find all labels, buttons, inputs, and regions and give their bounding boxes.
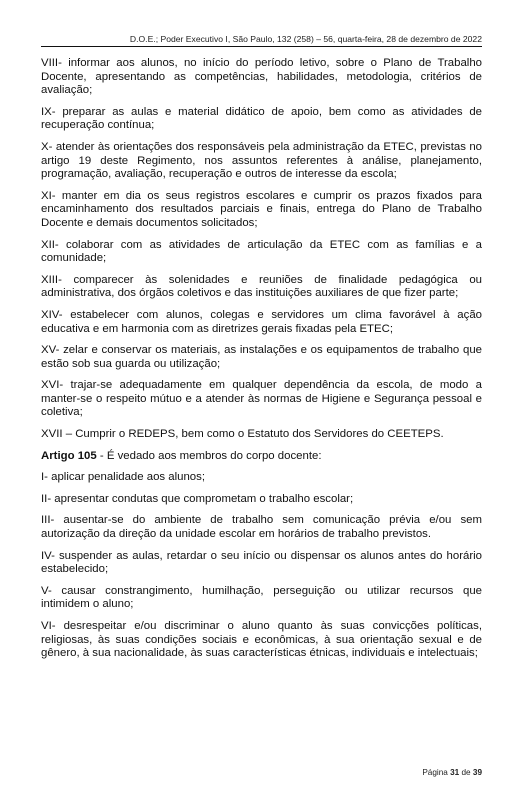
list-item: IX- preparar as aulas e material didático de apoio, bem como as atividades de recuperação contínua; <box>41 105 482 132</box>
page-total: 39 <box>472 768 482 777</box>
list-item: X- atender às orientações dos responsáveis pela administração da ETEC, previstas no artigo 19 deste Regimento, nos assuntos referentes à análise, planejamento, programação, avaliação, recuperação e outros de interesse da escola; <box>41 140 482 181</box>
list-item: XIII- comparecer às solenidades e reuniões de finalidade pedagógica ou administrativa, dos órgãos coletivos e das instituições auxiliares de que fizer parte; <box>41 273 482 300</box>
header-text: D.O.E.; Poder Executivo I, São Paulo, 132 (258) – 56, quarta-feira, 28 de dezembro de 2022 <box>129 34 482 44</box>
list-item: VIII- informar aos alunos, no início do período letivo, sobre o Plano de Trabalho Docente, apresentando as competências, habilidades, metodologia, critérios de avaliação; <box>41 57 482 97</box>
list-item: XVII – Cumprir o REDEPS, bem como o Estatuto dos Servidores do CEETEPS. <box>41 428 444 441</box>
page-label: Página <box>422 768 448 777</box>
list-item: XIV- estabelecer com alunos, colegas e servidores um clima favorável à ação educativa e em harmonia com as diretrizes gerais fixadas pela ETEC; <box>41 308 482 335</box>
list-item: XI- manter em dia os seus registros escolares e cumprir os prazos fixados para encaminhamento dos resultados parciais e finais, entrega do Plano de Trabalho Docente e demais documentos solicitados; <box>41 189 482 229</box>
article-text: - É vedado aos membros do corpo docente: <box>96 449 322 462</box>
list-item: I- aplicar penalidade aos alunos; <box>41 471 206 484</box>
list-item: VI- desrespeitar e/ou discriminar o aluno quanto às suas convicções políticas, religiosas, às suas condições sociais e econômicas, à sua orientação sexual e de gênero, à sua nacionalidade, às suas características étnicas, individuais e intelectuais; <box>41 620 482 660</box>
list-item: IV- suspender as aulas, retardar o seu início ou dispensar os alunos antes do horário estabelecido; <box>41 549 482 576</box>
list-item: II- apresentar condutas que comprometam o trabalho escolar; <box>41 492 354 505</box>
list-item: III- ausentar-se do ambiente de trabalho sem comunicação prévia e/ou sem autorização da direção da unidade escolar em horários de trabalho previstos. <box>41 514 482 541</box>
list-item: XVI- trajar-se adequadamente em qualquer dependência da escola, de modo a manter-se o respeito mútuo e a atender às normas de Higiene e Segurança pessoal e coletiva; <box>41 379 482 419</box>
list-item: V- causar constrangimento, humilhação, perseguição ou utilizar recursos que intimidem o aluno; <box>41 584 482 611</box>
page-number <box>422 768 482 777</box>
article-label: Artigo 105 <box>41 449 97 462</box>
document-body <box>41 57 482 669</box>
page-of: de <box>461 768 471 777</box>
page-current: 31 <box>450 768 460 777</box>
article-heading <box>41 450 482 464</box>
page-header <box>41 34 482 47</box>
list-item: XII- colaborar com as atividades de articulação da ETEC com as famílias e a comunidade; <box>41 238 482 265</box>
list-item: XV- zelar e conservar os materiais, as instalações e os equipamentos de trabalho que estão sob sua guarda ou utilização; <box>41 344 482 370</box>
